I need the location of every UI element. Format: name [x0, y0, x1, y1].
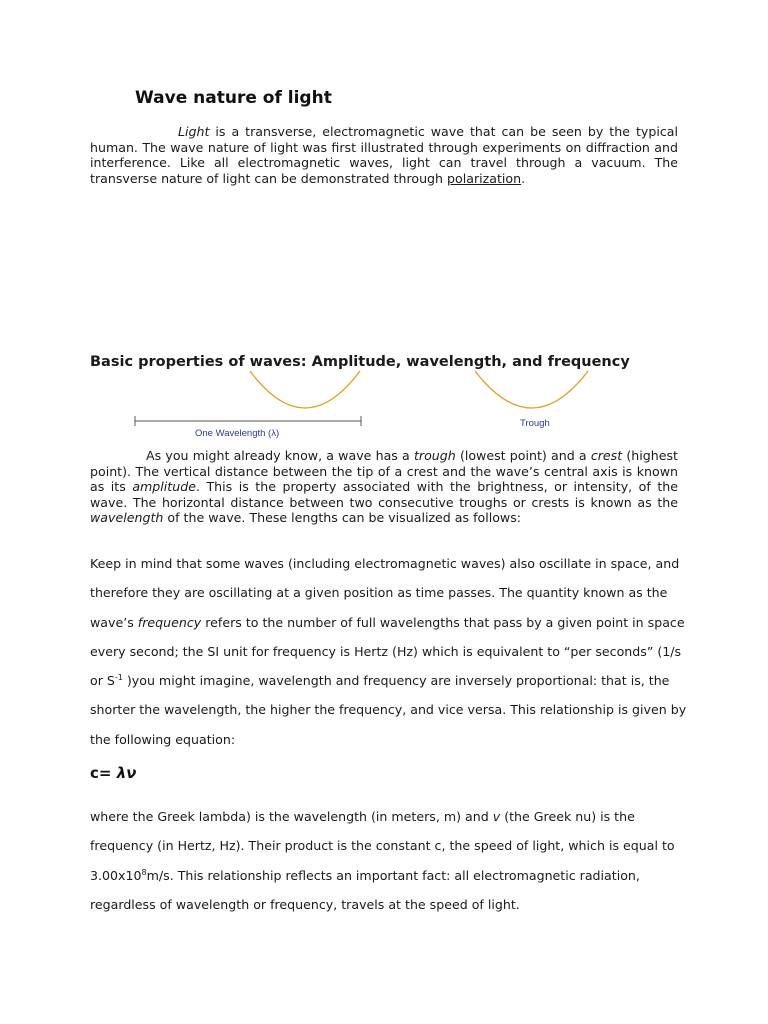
page-title: Wave nature of light — [135, 88, 332, 108]
wave-trough-curve-1 — [250, 371, 360, 408]
trough-label: Trough — [520, 418, 550, 429]
frequency-paragraph: Keep in mind that some waves (including electromagnetic waves) also oscillate in space, and therefore they are oscillating at a given position as time passes. The quantity known as the wave’s frequency refers to the number of full wavelengths that pass by a given point in space every second; the SI unit for frequency is Hertz (Hz) which is equivalent to “per seconds” (1/s or $S^{-1}$ )you might imagine, wavelength and frequency are inversely proportional: that is, the shorter the wavelength, the higher the frequency, and vice versa. This relationship is given by the following equation: — [90, 556, 687, 747]
properties-paragraph: As you might already know, a wave has a trough (lowest point) and a crest (highest point). The vertical distance between the tip of a crest and the wave’s central axis is known as its amplitude. This is the property associated with the brightness, or intensity, of the wave. The horizontal distance between two consecutive troughs or crests is known as the wavelength of the wave. These lengths can be visualized as follows: — [90, 448, 678, 526]
equation-explanation-paragraph: where the Greek lambda) is the wavelength (in meters, m) and v (the Greek nu) is the frequency (in Hertz, Hz). Their product is the constant c, the speed of light, which is equal to $3.00x10^8m/s$. This relationship reflects an important fact: all electromagnetic radiation, regardless of wavelength or frequency, travels at the speed of light. — [90, 809, 675, 912]
speed-of-light-equation: c= λν — [90, 764, 137, 782]
intro-paragraph: Light is a transverse, electromagnetic wave that can be seen by the typical human. The wave nature of light was first illustrated through experiments on diffraction and interference. Like all electromagnetic waves, light can travel through a vacuum. The transverse nature of light can be demonstrated through polarization. — [90, 124, 678, 186]
polarization-link[interactable]: polarization — [447, 170, 522, 186]
section-heading: Basic properties of waves: Amplitude, wavelength, and frequency — [90, 354, 630, 370]
wave-trough-curve-2 — [475, 371, 588, 408]
wavelength-label: One Wavelength (λ) — [195, 428, 280, 439]
wave-diagram — [120, 365, 640, 445]
term-light: Light — [178, 124, 210, 139]
